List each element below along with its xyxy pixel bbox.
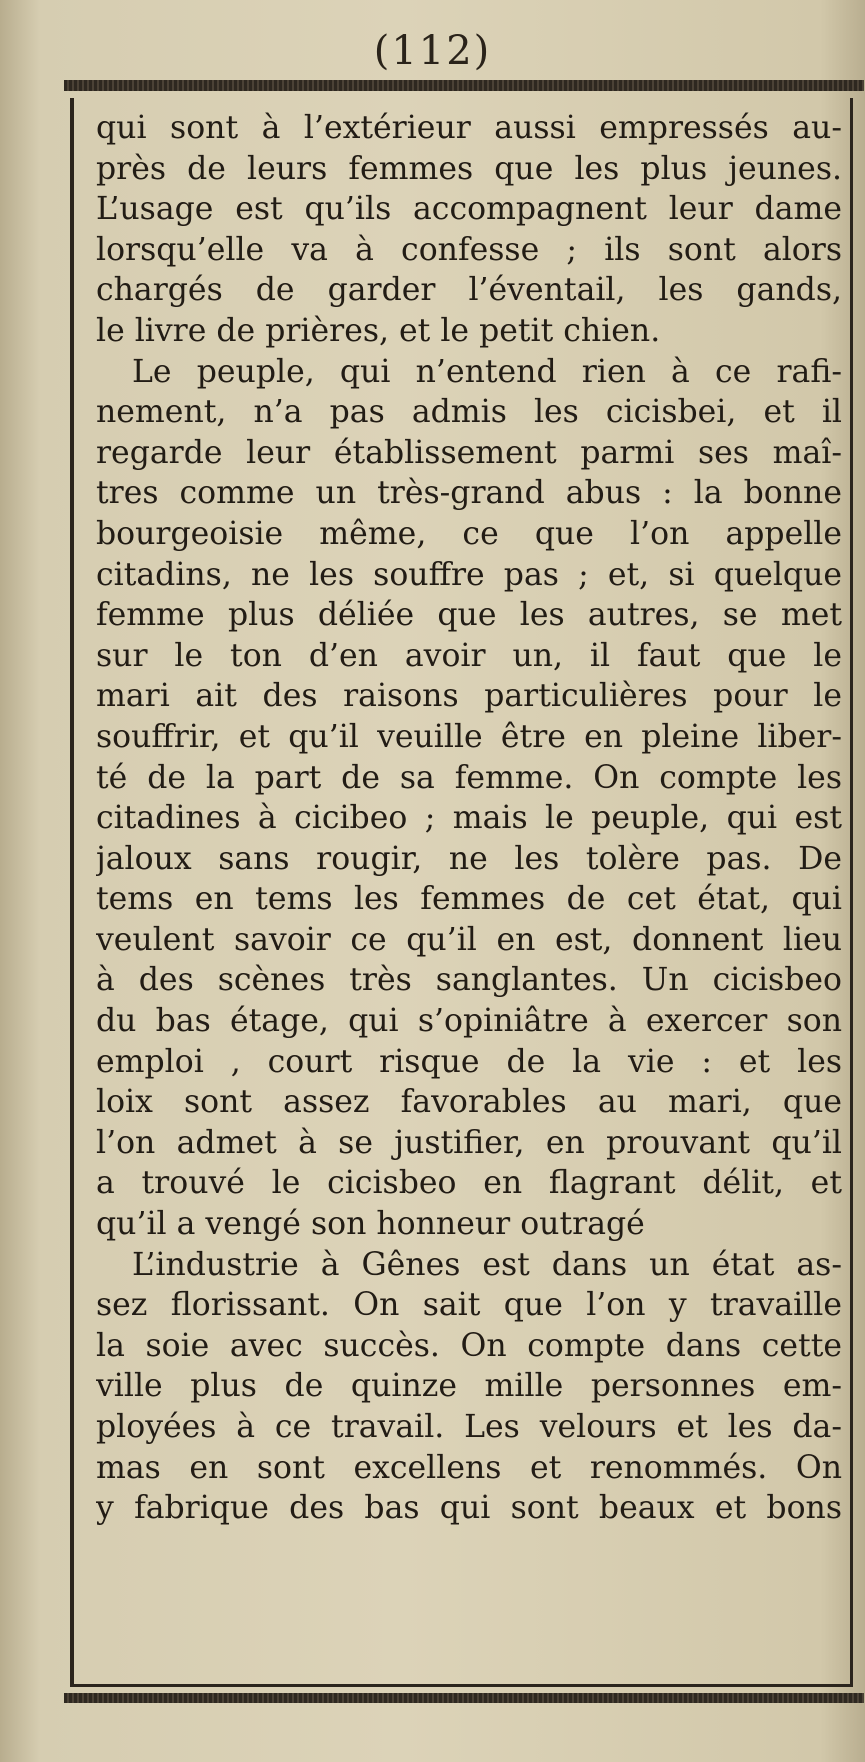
text-line: ployées à ce travail. Les velours et les da- <box>96 1409 842 1445</box>
bottom-ornamental-rule <box>64 1693 864 1703</box>
text-line: ville plus de quinze mille personnes em- <box>96 1368 842 1405</box>
text-line: du bas étage, qui s’opiniâtre à exercer son <box>96 1003 842 1040</box>
top-ornamental-rule <box>64 80 864 91</box>
text-line: sur le ton d’en avoir un, il faut que le <box>96 637 842 674</box>
text-line: veulent savoir ce qu’il en est, donnent lieu <box>96 921 842 958</box>
text-line: sez florissant. On sait que l’on y travaille <box>96 1287 842 1324</box>
text-line: souffrir, et qu’il veuille être en pleine liber- <box>96 718 842 755</box>
body-text <box>96 108 842 1529</box>
text-line: l’on admet à se justifier, en prouvant qu’il <box>96 1124 842 1161</box>
text-line: regarde leur établissement parmi ses maî- <box>96 434 842 471</box>
text-line: té de la part de sa femme. On compte les <box>96 759 842 796</box>
paragraph-start-line: Le peuple, qui n’entend rien à ce rafi- <box>132 353 842 390</box>
text-line: femme plus déliée que les autres, se met <box>96 597 842 634</box>
text-line: tres comme un très-grand abus : la bonne <box>96 475 842 512</box>
text-line: citadins, ne les souffre pas ; et, si quelque <box>96 556 842 593</box>
text-line: mas en sont excellens et renommés. On <box>96 1449 842 1486</box>
text-line: près de leurs femmes que les plus jeunes. <box>96 150 842 187</box>
text-line: L’usage est qu’ils accompagnent leur dame <box>96 191 842 228</box>
text-line: qu’il a vengé son honneur outragé <box>96 1206 645 1243</box>
page-number: (112) <box>373 28 492 74</box>
text-line: a trouvé le cicisbeo en flagrant délit, et <box>96 1165 842 1202</box>
text-line: chargés de garder l’éventail, les gands, <box>96 272 842 309</box>
text-line: jaloux sans rougir, ne les tolère pas. De <box>96 840 842 877</box>
text-line: citadines à cicibeo ; mais le peuple, qui est <box>96 800 842 837</box>
text-line: tems en tems les femmes de cet état, qui <box>96 881 842 918</box>
text-line: mari ait des raisons particulières pour le <box>96 678 842 715</box>
text-line: à des scènes très sanglantes. Un cicisbeo <box>96 962 842 999</box>
text-line: emploi , court risque de la vie : et les <box>96 1043 842 1080</box>
text-line: nement, n’a pas admis les cicisbei, et il <box>96 394 842 431</box>
text-line: le livre de prières, et le petit chien. <box>96 312 661 349</box>
text-line: la soie avec succès. On compte dans cette <box>96 1327 842 1364</box>
text-line: lorsqu’elle va à confesse ; ils sont alors <box>96 231 842 268</box>
text-line: y fabrique des bas qui sont beaux et bons <box>96 1490 842 1527</box>
text-line: bourgeoisie même, ce que l’on appelle <box>96 515 842 552</box>
paragraph-start-line: L’industrie à Gênes est dans un état as- <box>132 1246 842 1283</box>
text-line: loix sont assez favorables au mari, que <box>96 1084 842 1121</box>
text-line: qui sont à l’extérieur aussi empressés au- <box>96 110 842 146</box>
